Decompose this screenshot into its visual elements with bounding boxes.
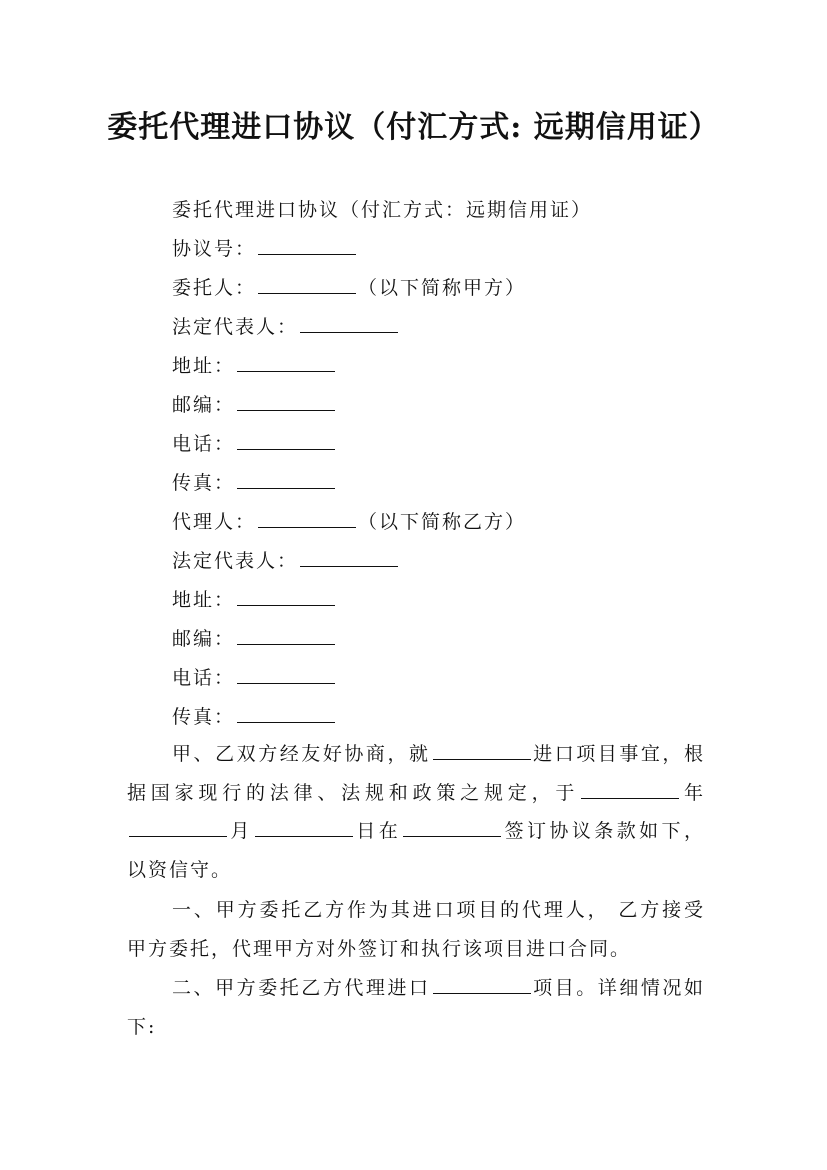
blank-line <box>581 780 679 799</box>
blank-line <box>403 818 501 837</box>
blank-line <box>433 975 531 994</box>
field-label: 委托人： <box>172 277 257 299</box>
paragraph-text: 二、甲方委托乙方代理进口 <box>172 977 431 999</box>
paragraph-text: 项目。详细情况如下: <box>127 977 705 1038</box>
paragraph-text: 日在 <box>354 820 402 842</box>
blank-line <box>258 236 356 255</box>
document-title: 委托代理进口协议（付汇方式: 远期信用证） <box>107 110 720 145</box>
paragraph-text: 进口项目事宜，根据国家现行的法律、法规和政策之规定，于 <box>127 743 705 804</box>
blank-line <box>237 470 335 489</box>
paragraph-text: 签订协议条款如下，以资信守。 <box>127 820 705 881</box>
field-label: 法定代表人： <box>172 316 299 338</box>
field-phone-a <box>172 431 337 457</box>
field-legal-rep-a <box>172 314 400 340</box>
field-agent <box>172 509 526 535</box>
blank-line <box>237 587 335 606</box>
paragraph-preamble <box>127 735 705 889</box>
blank-line <box>237 353 335 372</box>
field-label: 代理人： <box>172 511 257 533</box>
field-suffix: （以下简称乙方） <box>358 511 527 533</box>
document-subtitle: 委托代理进口协议（付汇方式：远期信用证） <box>172 199 593 221</box>
blank-line <box>237 392 335 411</box>
field-postcode-a <box>172 392 337 418</box>
field-legal-rep-b <box>172 548 400 574</box>
field-label: 电话： <box>172 433 236 455</box>
blank-line <box>237 626 335 645</box>
field-label: 电话： <box>172 667 236 689</box>
field-suffix: （以下简称甲方） <box>358 277 527 299</box>
field-postcode-b <box>172 626 337 652</box>
blank-line <box>237 431 335 450</box>
field-fax-b <box>172 704 337 730</box>
blank-line <box>433 741 531 760</box>
field-label: 地址： <box>172 589 236 611</box>
blank-line <box>258 275 356 294</box>
blank-line <box>255 818 353 837</box>
paragraph-text: 甲、乙双方经友好协商，就 <box>172 743 431 765</box>
field-label: 地址： <box>172 355 236 377</box>
paragraph-text: 年 <box>681 781 705 804</box>
field-agreement-number <box>172 236 358 262</box>
field-label: 传真： <box>172 472 236 494</box>
blank-line <box>300 548 398 567</box>
blank-line <box>237 665 335 684</box>
blank-line <box>129 818 227 837</box>
field-principal <box>172 275 526 301</box>
paragraph-article-2 <box>127 969 705 1046</box>
blank-line <box>258 509 356 528</box>
field-label: 邮编： <box>172 394 236 416</box>
paragraph-text: 月 <box>229 820 253 842</box>
field-label: 法定代表人： <box>172 550 299 572</box>
field-fax-a <box>172 470 337 496</box>
field-address-b <box>172 587 337 613</box>
field-label: 邮编： <box>172 628 236 650</box>
field-address-a <box>172 353 337 379</box>
field-label: 传真： <box>172 706 236 728</box>
field-phone-b <box>172 665 337 691</box>
blank-line <box>300 314 398 333</box>
field-label: 协议号： <box>172 238 257 260</box>
paragraph-article-1: 一、甲方委托乙方作为其进口项目的代理人， 乙方接受甲方委托，代理甲方对外签订和执行该项目进口合同。 <box>127 899 705 960</box>
blank-line <box>237 704 335 723</box>
